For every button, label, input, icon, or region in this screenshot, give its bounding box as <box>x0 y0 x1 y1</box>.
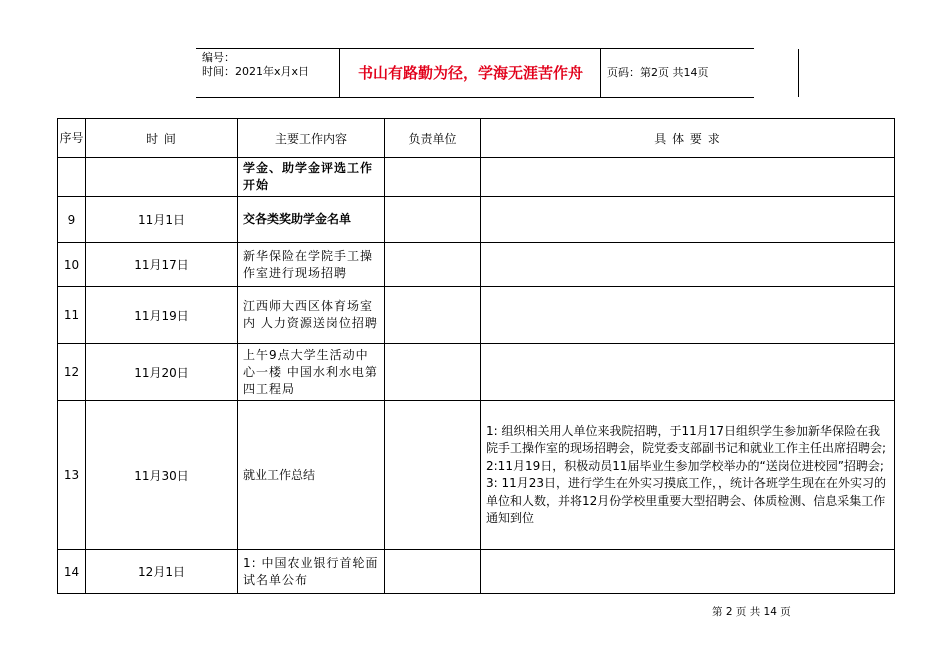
cell-unit <box>385 344 481 401</box>
number-label: 编号： <box>202 51 235 64</box>
col-header-seq: 序号 <box>58 119 86 158</box>
cell-time: 11月17日 <box>86 243 238 287</box>
cell-unit <box>385 158 481 197</box>
cell-req <box>481 401 895 550</box>
cell-content: 江西师大西区体育场室内 人力资源送岗位招聘 <box>238 287 385 344</box>
cell-content: 1: 中国农业银行首轮面试名单公布 <box>238 550 385 594</box>
page-label: 页码：第2页 共14页 <box>600 49 754 97</box>
cell-req <box>481 243 895 287</box>
cell-content: 交各类奖助学金名单 <box>238 197 385 243</box>
cell-req <box>481 344 895 401</box>
cell-req <box>481 287 895 344</box>
cell-content: 学金、助学金评选工作开始 <box>238 158 385 197</box>
table-row <box>58 401 895 550</box>
cell-time: 11月19日 <box>86 287 238 344</box>
motto: 书山有路勤为径，学海无涯苦作舟 <box>357 64 583 82</box>
cell-req <box>481 158 895 197</box>
cell-content: 就业工作总结 <box>238 401 385 550</box>
date-label: 时间：2021年x月x日 <box>202 65 310 78</box>
table-row <box>58 158 895 197</box>
table-row <box>58 550 895 594</box>
cell-content: 上午9点大学生活动中心一楼 中国水利水电第四工程局 <box>238 344 385 401</box>
table-row <box>58 197 895 243</box>
cell-seq <box>58 158 86 197</box>
table-header-row <box>58 119 895 158</box>
table-row <box>58 344 895 401</box>
cell-req <box>481 197 895 243</box>
cell-time: 11月1日 <box>86 197 238 243</box>
req-item: 2:11月19日，积极动员11届毕业生参加学校举办的“送岗位进校园”招聘会; <box>486 458 884 473</box>
table-row <box>58 287 895 344</box>
page-footer: 第 2 页 共 14 页 <box>712 606 791 618</box>
cell-time: 11月30日 <box>86 401 238 550</box>
col-header-unit: 负责单位 <box>385 119 481 158</box>
req-item: 1: 组织相关用人单位来我院招聘，于11月17日组织学生参加新华保险在我院手工操作室的现场招聘会，院党委支部副书记和就业工作主任出席招聘会; <box>486 423 887 455</box>
cell-time: 11月20日 <box>86 344 238 401</box>
table-row <box>58 243 895 287</box>
cell-seq: 14 <box>58 550 86 594</box>
cell-seq: 13 <box>58 401 86 550</box>
cell-seq: 10 <box>58 243 86 287</box>
cell-req <box>481 550 895 594</box>
cell-unit <box>385 401 481 550</box>
col-header-time: 时 间 <box>86 119 238 158</box>
cell-content: 新华保险在学院手工操作室进行现场招聘 <box>238 243 385 287</box>
req-item: 3: 11月23日，进行学生在外实习摸底工作，，统计各班学生现在在外实习的单位和人数，并将12月份学校里重要大型招聘会、体质检测、信息采集工作通知到位 <box>486 476 887 525</box>
cell-time <box>86 158 238 197</box>
col-header-content: 主要工作内容 <box>238 119 385 158</box>
document-header <box>196 48 754 98</box>
cell-unit <box>385 550 481 594</box>
cell-seq: 9 <box>58 197 86 243</box>
work-schedule-table <box>57 118 895 594</box>
col-header-req: 具 体 要 求 <box>481 119 895 158</box>
cell-unit <box>385 243 481 287</box>
cell-unit <box>385 287 481 344</box>
cell-seq: 12 <box>58 344 86 401</box>
cell-seq: 11 <box>58 287 86 344</box>
cell-time: 12月1日 <box>86 550 238 594</box>
cell-unit <box>385 197 481 243</box>
header-meta <box>196 49 339 97</box>
